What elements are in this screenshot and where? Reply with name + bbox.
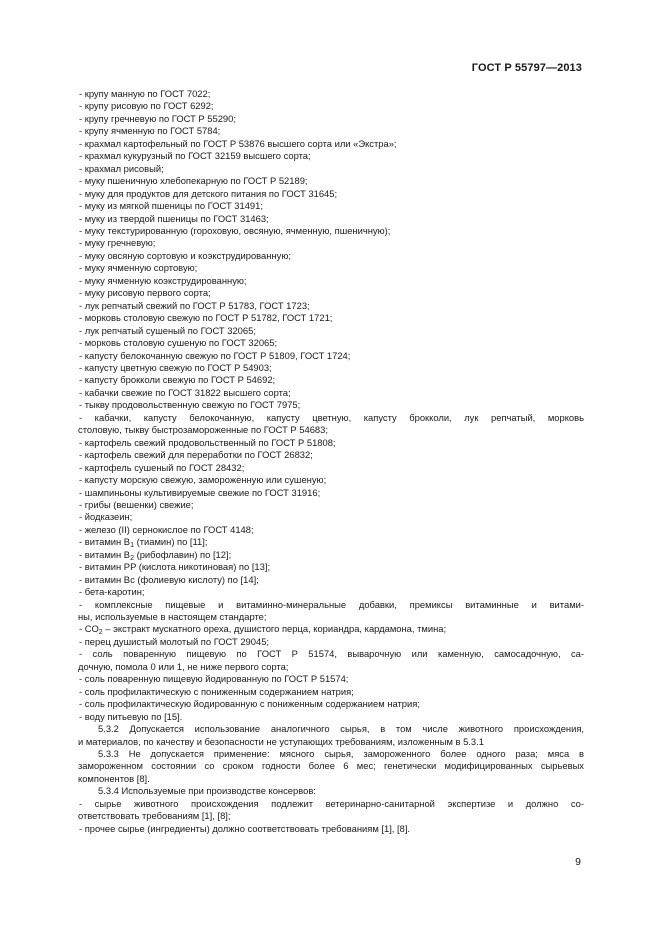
text-line-content: 5.3.2 Допускается использование аналогичного сырья, в том числе животного происхождения,: [98, 723, 584, 735]
text-line: [78, 536, 584, 548]
text-line-content: - муку из твердой пшеницы по ГОСТ 31463;: [79, 212, 269, 224]
subscript: 1: [130, 542, 134, 550]
text-line-content: - крупу гречневую по ГОСТ Р 55290;: [79, 112, 236, 124]
text-line-content: - крахмал рисовый;: [79, 162, 164, 174]
text-line: [78, 798, 584, 810]
subscript: 2: [98, 629, 103, 637]
text-line-content: - комплексные пищевые и витаминно-минеральные добавки, премиксы витаминные и витами-: [79, 598, 584, 610]
page-number: 9: [575, 856, 581, 868]
text-line: [78, 412, 584, 424]
text-line-content: дочную, помола 0 или 1, не ниже первого сорта;: [78, 660, 289, 672]
document-body: [78, 88, 584, 835]
text-line-content: - крупу манную по ГОСТ 7022;: [79, 88, 211, 99]
text-line-content: - муку из мягкой пшеницы по ГОСТ 31491;: [79, 200, 263, 212]
text-line-content: - прочее сырье (ингредиенты) должно соответствовать требованиям [1], [8].: [79, 822, 411, 834]
text-line-content: компонентов [8].: [78, 772, 150, 784]
text-line-content: - муку рисовую первого сорта;: [79, 287, 211, 299]
text-line: [78, 150, 584, 162]
text-line: [78, 350, 584, 362]
text-line-content: - муку ячменную коэкструдированную;: [79, 274, 247, 286]
text-line: [78, 262, 584, 274]
text-line-content: 5.3.3 Не допускается применение: мясного сырья, замороженного более одного раза; мяса в: [98, 748, 584, 760]
text-line: [78, 213, 584, 225]
text-line: [78, 424, 584, 436]
text-line-content: - витамин PP (кислота никотиновая) по [13];: [79, 561, 271, 573]
text-line: [78, 636, 584, 648]
text-line-content: - воду питьевую по [15].: [79, 710, 183, 722]
text-line-content: - перец душистый молотый по ГОСТ 29045;: [79, 635, 270, 647]
text-line: [78, 561, 584, 573]
text-line: [78, 698, 584, 710]
text-line: [78, 188, 584, 200]
text-line: [78, 648, 584, 660]
text-line: [78, 449, 584, 461]
text-line-content: - йодказеин;: [79, 511, 133, 523]
text-line-content: - бета-каротин;: [79, 586, 145, 598]
text-line: [78, 125, 584, 137]
text-line-content: - морковь столовую сушеную по ГОСТ 32065;: [79, 337, 278, 349]
text-line: [78, 736, 584, 748]
text-line: [78, 611, 584, 623]
text-line: [78, 275, 584, 287]
text-line: [78, 499, 584, 511]
text-line: [78, 487, 584, 499]
text-line-content: - витамин B: [79, 548, 131, 560]
text-line: [78, 524, 584, 536]
text-line: [78, 823, 584, 835]
text-line: [78, 175, 584, 187]
text-line: [78, 711, 584, 723]
subscript: 2: [130, 554, 134, 562]
text-line: [78, 673, 584, 685]
text-line: [78, 362, 584, 374]
document-header: ГОСТ Р 55797—2013: [471, 62, 582, 74]
text-line-content: и материалов, по качеству и безопасности не уступающих требованиям, изложенным в 5.3.1: [78, 735, 484, 747]
text-line-content: - крупу ячменную по ГОСТ 5784;: [79, 125, 221, 137]
text-line-content: - крахмал картофельный по ГОСТ Р 53876 высшего сорта или «Экстра»;: [79, 137, 397, 149]
text-line: [78, 337, 584, 349]
text-line-content: ны, используемые в настоящем стандарте;: [78, 611, 267, 623]
text-line-content: - картофель сушеный по ГОСТ 28432;: [79, 461, 245, 473]
text-line-content: - соль поваренную пищевую йодированную по ГОСТ Р 51574;: [79, 673, 349, 685]
text-line-content: - железо (II) сернокислое по ГОСТ 4148;: [79, 523, 254, 535]
text-line-content: - CO: [79, 623, 99, 635]
text-line: [78, 661, 584, 673]
text-line: [78, 312, 584, 324]
text-line: [78, 785, 584, 797]
text-line-content: - муку пшеничную хлебопекарную по ГОСТ Р 52189;: [79, 175, 308, 187]
text-line: [78, 399, 584, 411]
text-line-content: - сырье животного происхождения подлежит ветеринарно-санитарной экспертизе и должно со-: [79, 797, 584, 809]
text-line-content: замороженном состоянии со сроком годности более 6 мес; генетически модифицированных сырьевых: [78, 760, 584, 772]
text-line: [78, 237, 584, 249]
text-line: [78, 474, 584, 486]
text-line: [78, 773, 584, 785]
text-line: [78, 810, 584, 822]
text-line: [78, 225, 584, 237]
text-line-content: (тиамин) по [11];: [133, 536, 208, 548]
text-line-content: - муку для продуктов для детского питания по ГОСТ 31645;: [79, 187, 338, 199]
text-line-content: - крупу рисовую по ГОСТ 6292;: [79, 100, 214, 112]
text-line: [78, 723, 584, 735]
text-line: [78, 387, 584, 399]
text-line-content: - соль профилактическую с пониженным содержанием натрия;: [79, 685, 354, 697]
text-line: [78, 511, 584, 523]
text-line-content: - морковь столовую свежую по ГОСТ Р 51782, ГОСТ 1721;: [79, 312, 333, 324]
text-line: [78, 100, 584, 112]
text-line: [78, 88, 584, 100]
text-line-content: (рибофлавин) по [12];: [133, 548, 232, 560]
text-line-content: - муку гречневую;: [79, 237, 156, 249]
text-line-content: - крахмал кукурузный по ГОСТ 32159 высшего сорта;: [79, 150, 311, 162]
text-line: [78, 325, 584, 337]
text-line: [78, 686, 584, 698]
text-line-content: - шампиньоны культивируемые свежие по ГОСТ 31916;: [79, 486, 321, 498]
text-line-content: - тыкву продовольственную свежую по ГОСТ 7975;: [79, 399, 301, 411]
text-line: [78, 113, 584, 125]
text-line-content: - соль поваренную пищевую по ГОСТ Р 51574, выварочную или каменную, самосадочную, са-: [79, 648, 584, 660]
text-line-content: - витамин Bc (фолиевую кислоту) по [14];: [79, 573, 259, 585]
text-line: [78, 138, 584, 150]
text-line-content: - капусту белокочанную свежую по ГОСТ Р 51809, ГОСТ 1724;: [79, 349, 351, 361]
text-line-content: ответствовать требованиям [1], [8];: [78, 810, 231, 822]
text-line-content: - лук репчатый сушеный по ГОСТ 32065;: [79, 324, 256, 336]
text-line-content: - капусту брокколи свежую по ГОСТ Р 54692;: [79, 374, 276, 386]
text-line: [78, 300, 584, 312]
text-line: [78, 748, 584, 760]
text-line-content: - лук репчатый свежий по ГОСТ Р 51783, ГОСТ 1723;: [79, 299, 310, 311]
text-line: [78, 586, 584, 598]
text-line: [78, 250, 584, 262]
text-line: [78, 760, 584, 772]
text-line-content: - кабачки свежие по ГОСТ 31822 высшего сорта;: [79, 386, 291, 398]
text-line-content: - капусту цветную свежую по ГОСТ Р 54903;: [79, 361, 272, 373]
text-line-content: - муку овсяную сортовую и коэкструдированную;: [79, 249, 291, 261]
text-line-content: - соль профилактическую йодированную с пониженным содержанием натрия;: [79, 698, 420, 710]
text-line: [78, 623, 584, 635]
text-line-content: столовую, тыкву быстрозамороженные по ГОСТ Р 54683;: [78, 424, 328, 436]
text-line-content: - муку ячменную сортовую;: [79, 262, 198, 274]
text-line-content: - муку текстурированную (гороховую, овсяную, ячменную, пшеничную);: [79, 224, 391, 236]
text-line-content: - капусту морскую свежую, замороженную или сушеную;: [79, 474, 327, 486]
text-line-content: - кабачки, капусту белокочанную, капусту цветную, капусту брокколи, лук репчатый, морковь: [79, 411, 584, 423]
text-line: [78, 374, 584, 386]
text-line: [78, 574, 584, 586]
text-line: [78, 549, 584, 561]
text-line-content: - грибы (вешенки) свежие;: [79, 498, 194, 510]
text-line-content: - витамин B: [79, 536, 131, 548]
text-line: [78, 462, 584, 474]
text-line: [78, 599, 584, 611]
text-line: [78, 200, 584, 212]
text-line-content: 5.3.4 Используемые при производстве консервов:: [98, 785, 316, 797]
text-line-content: - картофель свежий для переработки по ГОСТ 26832;: [79, 449, 313, 461]
text-line-content: – экстракт мускатного ореха, душистого перца, кориандра, кардамона, тмина;: [102, 623, 447, 635]
text-line: [78, 163, 584, 175]
text-line: [78, 437, 584, 449]
text-line-content: - картофель свежий продовольственный по ГОСТ Р 51808;: [79, 436, 336, 448]
text-line: [78, 287, 584, 299]
